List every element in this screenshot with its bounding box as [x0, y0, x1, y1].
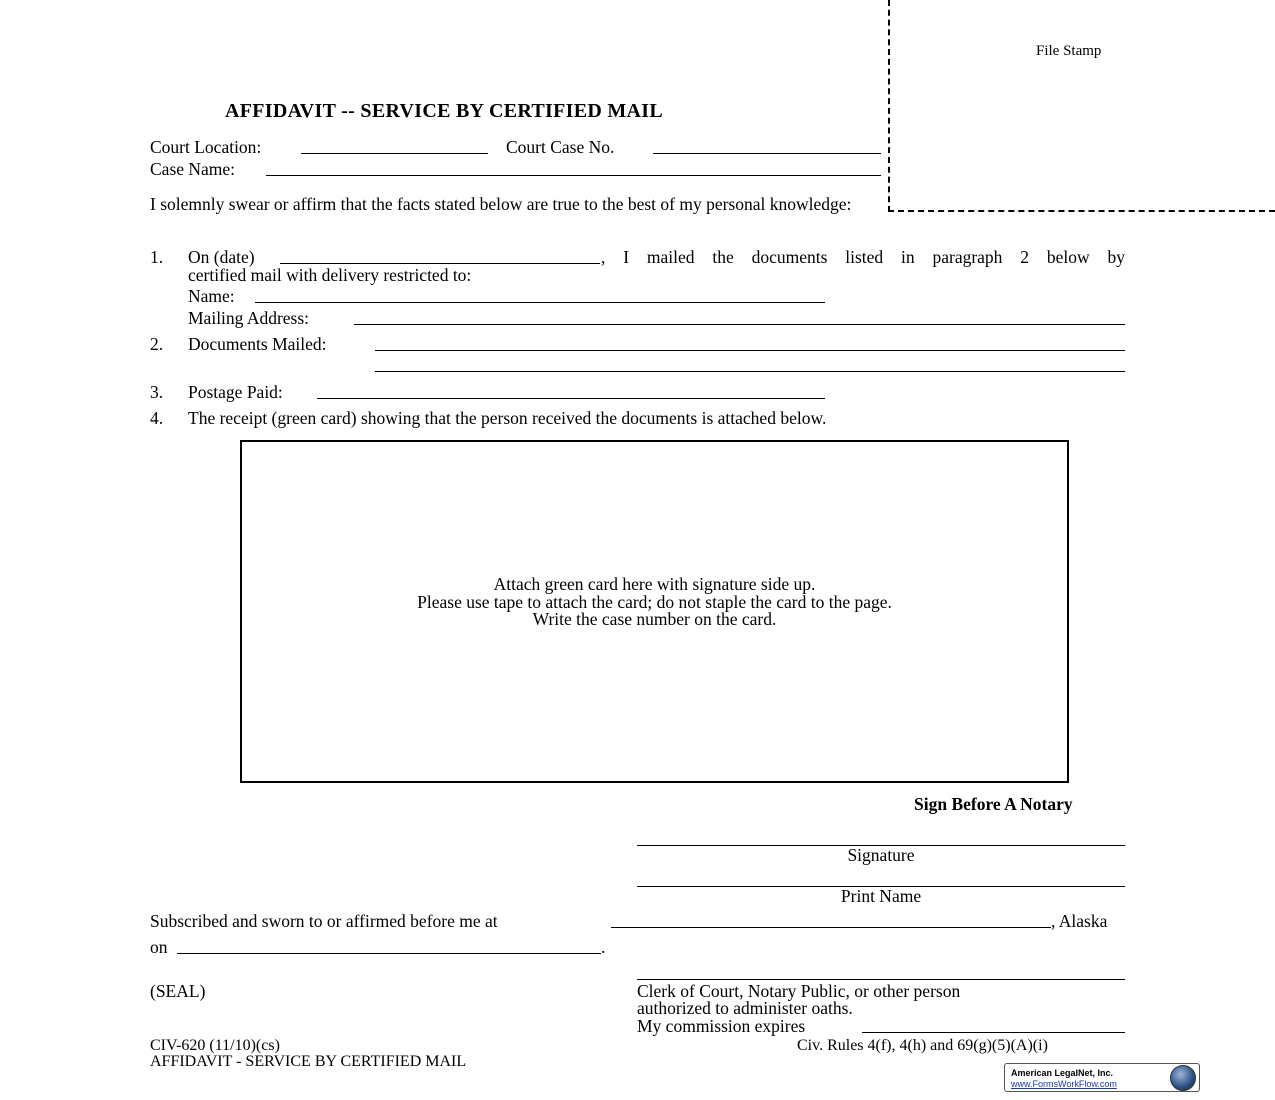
- sign-before-notary-heading: Sign Before A Notary: [914, 794, 1073, 814]
- mailing-address-field[interactable]: [354, 324, 1125, 325]
- item-1-text: , I mailed the documents listed in paragraph 2 below by: [601, 247, 1125, 267]
- court-case-no-field[interactable]: [653, 153, 881, 154]
- green-card-line-2: Please use tape to attach the card; do not staple the card to the page.: [417, 591, 892, 612]
- court-location-label: Court Location:: [150, 137, 262, 157]
- on-date-label: On (date): [188, 247, 255, 267]
- file-stamp-label: File Stamp: [1036, 43, 1102, 59]
- item-4-text: The receipt (green card) showing that the person received the documents is attached below.: [188, 408, 827, 428]
- form-title: AFFIDAVIT -- SERVICE BY CERTIFIED MAIL: [225, 100, 664, 122]
- seal-label: (SEAL): [150, 981, 206, 1001]
- on-period: .: [601, 937, 606, 957]
- logo-url-link[interactable]: www.FormsWorkFlow.com: [1011, 1079, 1117, 1089]
- green-card-line-3: Write the case number on the card.: [532, 609, 777, 629]
- civ-rules: Civ. Rules 4(f), 4(h) and 69(g)(5)(A)(i): [797, 1037, 1048, 1054]
- form-number: CIV-620 (11/10)(cs): [150, 1037, 280, 1054]
- item-4-number: 4.: [150, 408, 164, 428]
- sworn-date-field[interactable]: [177, 953, 601, 954]
- oath-text: I solemnly swear or affirm that the facts stated below are true to the best of my personal knowledge:: [150, 194, 852, 214]
- documents-mailed-field-1[interactable]: [375, 350, 1125, 351]
- item-3-number: 3.: [150, 382, 164, 402]
- commission-expires-field[interactable]: [862, 1032, 1125, 1033]
- case-name-field[interactable]: [266, 175, 881, 176]
- documents-mailed-field-2[interactable]: [375, 371, 1125, 372]
- postage-paid-label: Postage Paid:: [188, 382, 283, 402]
- documents-mailed-label: Documents Mailed:: [188, 334, 327, 354]
- clerk-title-line-1: Clerk of Court, Notary Public, or other person: [637, 981, 961, 1001]
- item-2-number: 2.: [150, 334, 164, 354]
- court-location-field[interactable]: [301, 153, 488, 154]
- mailed-date-field[interactable]: [280, 263, 600, 264]
- logo-company-name: American LegalNet, Inc.: [1011, 1068, 1114, 1078]
- file-stamp-border-horizontal: [888, 210, 1275, 212]
- green-card-line-1: Attach green card here with signature side up.: [493, 574, 816, 594]
- file-stamp-border-vertical: [888, 0, 890, 212]
- state-text: , Alaska: [1051, 911, 1108, 931]
- subscribed-text: Subscribed and sworn to or affirmed before me at: [150, 911, 498, 931]
- on-label: on: [150, 937, 168, 957]
- sworn-location-field[interactable]: [611, 927, 1051, 928]
- globe-icon: [1170, 1065, 1196, 1091]
- item-1-number: 1.: [150, 247, 164, 267]
- print-name-label: Print Name: [840, 886, 922, 906]
- american-legalnet-logo[interactable]: [1004, 1063, 1200, 1092]
- recipient-name-field[interactable]: [255, 302, 825, 303]
- mailing-address-label: Mailing Address:: [188, 308, 310, 328]
- green-card-attachment-area: [240, 440, 1069, 783]
- green-card-instructions: [242, 576, 1067, 629]
- item-1-text-continued: certified mail with delivery restricted to:: [188, 265, 472, 285]
- clerk-title-line-2: authorized to administer oaths.: [637, 998, 853, 1018]
- postage-paid-field[interactable]: [317, 398, 825, 399]
- recipient-name-label: Name:: [188, 286, 235, 306]
- clerk-signature-field[interactable]: [637, 979, 1125, 980]
- signature-label: Signature: [847, 845, 915, 865]
- footer-form-title: AFFIDAVIT - SERVICE BY CERTIFIED MAIL: [150, 1053, 467, 1070]
- commission-expires-label: My commission expires: [637, 1016, 806, 1036]
- case-name-label: Case Name:: [150, 159, 236, 179]
- court-case-no-label: Court Case No.: [506, 137, 615, 157]
